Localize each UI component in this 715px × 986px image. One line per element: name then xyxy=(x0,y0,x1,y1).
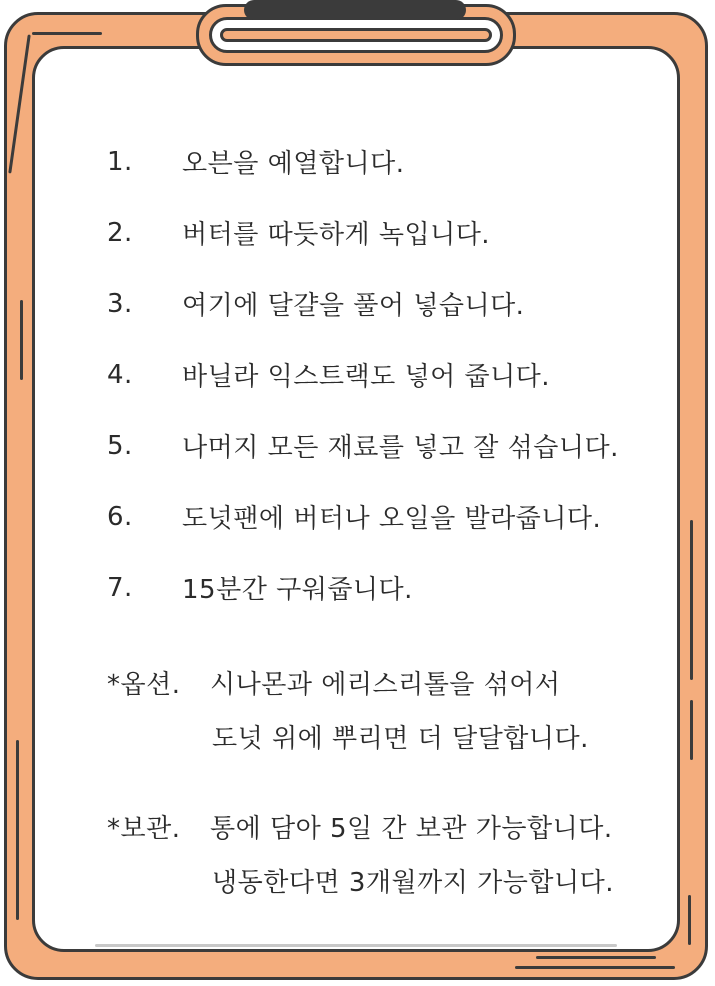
clip-inner-fill xyxy=(220,28,492,42)
step-text: 버터를 따듯하게 녹입니다. xyxy=(182,220,491,250)
board-highlight-line xyxy=(16,740,19,920)
step-item xyxy=(107,410,667,481)
board-highlight-line xyxy=(688,895,691,945)
step-item xyxy=(107,552,667,623)
step-number: 7. xyxy=(107,572,133,603)
step-number: 2. xyxy=(107,217,133,248)
step-text: 여기에 달걀을 풀어 넣습니다. xyxy=(182,291,525,321)
option-line: 시나몬과 에리스리톨을 섞어서 xyxy=(210,670,561,700)
board-highlight-line xyxy=(690,700,693,760)
option-lines xyxy=(210,658,589,766)
step-item xyxy=(107,197,667,268)
paper-shadow xyxy=(95,944,617,947)
board-highlight-line xyxy=(20,300,23,380)
step-number: 3. xyxy=(107,288,133,319)
storage-line: 통에 담아 5일 간 보관 가능합니다. xyxy=(210,814,613,844)
step-text: 도넛팬에 버터나 오일을 발라줍니다. xyxy=(182,504,602,534)
step-item xyxy=(107,126,667,197)
step-item xyxy=(107,268,667,339)
step-item xyxy=(107,481,667,552)
option-label: *옵션. xyxy=(107,670,181,700)
step-item xyxy=(107,339,667,410)
storage-note xyxy=(107,802,667,910)
step-text: 나머지 모든 재료를 넣고 잘 섞습니다. xyxy=(182,433,619,463)
clip-inner-ring xyxy=(209,17,503,53)
board-highlight-line xyxy=(515,966,675,969)
storage-label: *보관. xyxy=(107,814,181,844)
storage-lines xyxy=(210,802,614,910)
board-highlight-line xyxy=(32,32,102,35)
step-number: 6. xyxy=(107,501,133,532)
step-number: 4. xyxy=(107,359,133,390)
clip-top-bar xyxy=(244,0,466,20)
board-highlight-line xyxy=(690,520,693,680)
step-number: 5. xyxy=(107,430,133,461)
step-text: 바닐라 익스트랙도 넣어 줍니다. xyxy=(182,362,551,392)
option-note xyxy=(107,658,667,766)
storage-line: 냉동한다면 3개월까지 가능합니다. xyxy=(212,868,614,898)
option-line: 도넛 위에 뿌리면 더 달달합니다. xyxy=(212,724,589,754)
recipe-steps xyxy=(107,126,667,623)
board-highlight-line xyxy=(536,956,656,959)
step-text: 15분간 구워줍니다. xyxy=(182,575,413,605)
step-number: 1. xyxy=(107,146,133,177)
step-text: 오븐을 예열합니다. xyxy=(182,149,405,179)
